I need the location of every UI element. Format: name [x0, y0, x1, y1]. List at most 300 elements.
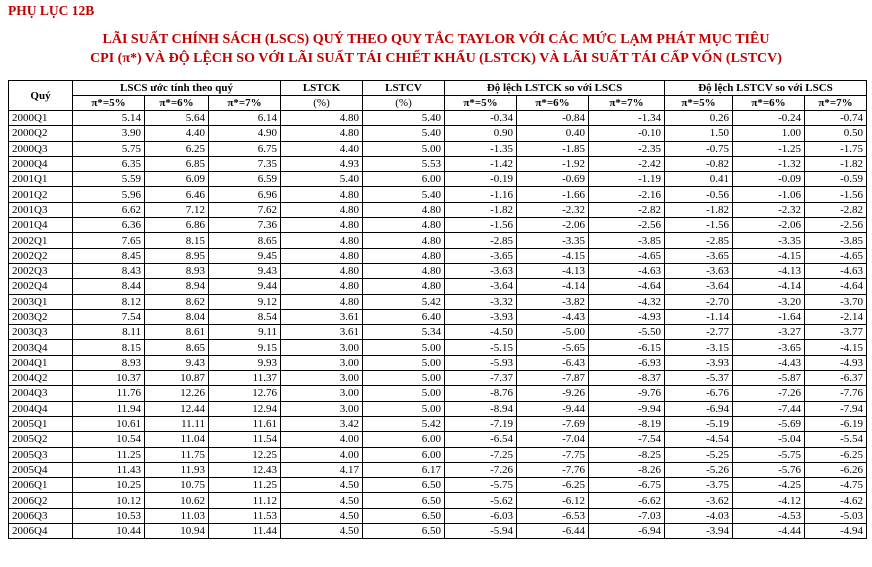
dev-lstck-pi5-cell: -5.75	[445, 478, 517, 493]
dev-lstcv-pi5-cell: -3.94	[665, 524, 733, 539]
lscs-pi7-cell: 11.25	[209, 478, 281, 493]
lscs-pi5-cell: 10.53	[73, 508, 145, 523]
lscs-pi6-cell: 6.09	[145, 172, 209, 187]
dev-lstck-pi5-cell: -8.76	[445, 386, 517, 401]
table-row	[9, 248, 867, 263]
table-row	[9, 325, 867, 340]
lscs-pi5-cell: 6.62	[73, 202, 145, 217]
quarter-cell: 2002Q2	[9, 248, 73, 263]
lstcv-cell: 5.00	[363, 386, 445, 401]
lscs-pi6-cell: 10.87	[145, 371, 209, 386]
lstcv-cell: 6.50	[363, 524, 445, 539]
lscs-pi5-cell: 8.43	[73, 263, 145, 278]
table-title-line-2: CPI (π*) VÀ ĐỘ LỆCH SO VỚI LÃI SUẤT TÁI CHIẾT KHẤU (LSTCK) VÀ LÃI SUẤT TÁI CẤP VỐN (LSTCV)	[90, 51, 782, 66]
lstcv-cell: 5.00	[363, 141, 445, 156]
lscs-pi5-cell: 6.36	[73, 218, 145, 233]
lscs-pi6-cell: 10.75	[145, 478, 209, 493]
lscs-pi6-cell: 8.62	[145, 294, 209, 309]
dev-lstck-pi7-cell: -9.94	[589, 401, 665, 416]
lscs-pi6-cell: 7.12	[145, 202, 209, 217]
dev-lstcv-pi6-cell: -4.43	[733, 355, 805, 370]
table-row	[9, 141, 867, 156]
table-row	[9, 462, 867, 477]
dev-lstck-pi5-cell: -1.56	[445, 218, 517, 233]
dev-lstcv-pi6-cell: -2.06	[733, 218, 805, 233]
dev-lstcv-pi5-cell: -0.56	[665, 187, 733, 202]
lscs-pi7-cell: 11.61	[209, 416, 281, 431]
dev-lstcv-pi6-cell: -3.35	[733, 233, 805, 248]
dev-lstcv-pi6-cell: -4.13	[733, 263, 805, 278]
lscs-pi5-cell: 10.12	[73, 493, 145, 508]
lscs-pi7-cell: 8.54	[209, 309, 281, 324]
lscs-pi7-cell: 11.37	[209, 371, 281, 386]
header-dev-lstck-pi7: π*=7%	[589, 96, 665, 111]
dev-lstcv-pi7-cell: -6.19	[805, 416, 867, 431]
dev-lstcv-pi6-cell: -4.15	[733, 248, 805, 263]
lstck-cell: 4.80	[281, 279, 363, 294]
dev-lstcv-pi7-cell: -4.64	[805, 279, 867, 294]
dev-lstck-pi5-cell: -7.19	[445, 416, 517, 431]
lscs-pi6-cell: 8.15	[145, 233, 209, 248]
lstck-cell: 4.50	[281, 478, 363, 493]
dev-lstck-pi5-cell: -7.25	[445, 447, 517, 462]
lscs-pi6-cell: 10.94	[145, 524, 209, 539]
dev-lstcv-pi7-cell: 0.50	[805, 126, 867, 141]
dev-lstck-pi7-cell: -9.76	[589, 386, 665, 401]
quarter-cell: 2002Q3	[9, 263, 73, 278]
dev-lstck-pi6-cell: -5.65	[517, 340, 589, 355]
dev-lstck-pi5-cell: -1.82	[445, 202, 517, 217]
dev-lstcv-pi6-cell: -4.14	[733, 279, 805, 294]
dev-lstcv-pi6-cell: -4.25	[733, 478, 805, 493]
table-row	[9, 233, 867, 248]
table-row	[9, 202, 867, 217]
lstcv-cell: 5.42	[363, 294, 445, 309]
lstck-cell: 4.17	[281, 462, 363, 477]
quarter-cell: 2004Q3	[9, 386, 73, 401]
dev-lstcv-pi7-cell: -4.62	[805, 493, 867, 508]
lscs-pi6-cell: 8.94	[145, 279, 209, 294]
dev-lstck-pi5-cell: -3.65	[445, 248, 517, 263]
lstcv-cell: 6.50	[363, 478, 445, 493]
lscs-pi7-cell: 9.45	[209, 248, 281, 263]
lstck-cell: 3.61	[281, 325, 363, 340]
dev-lstck-pi5-cell: -1.35	[445, 141, 517, 156]
lscs-pi5-cell: 11.94	[73, 401, 145, 416]
lstck-cell: 3.42	[281, 416, 363, 431]
dev-lstck-pi6-cell: -1.66	[517, 187, 589, 202]
lscs-pi7-cell: 11.12	[209, 493, 281, 508]
dev-lstcv-pi7-cell: -4.75	[805, 478, 867, 493]
quarter-cell: 2002Q1	[9, 233, 73, 248]
lstcv-cell: 6.00	[363, 447, 445, 462]
lstcv-cell: 4.80	[363, 202, 445, 217]
lscs-pi6-cell: 11.03	[145, 508, 209, 523]
dev-lstcv-pi5-cell: -1.82	[665, 202, 733, 217]
header-lscs-group: LSCS ước tính theo quý	[73, 81, 281, 96]
table-row	[9, 156, 867, 171]
lscs-pi5-cell: 10.37	[73, 371, 145, 386]
dev-lstck-pi5-cell: -6.54	[445, 432, 517, 447]
lstck-cell: 3.00	[281, 340, 363, 355]
dev-lstck-pi6-cell: -4.15	[517, 248, 589, 263]
lscs-pi5-cell: 10.61	[73, 416, 145, 431]
lstck-cell: 3.00	[281, 386, 363, 401]
lstcv-cell: 6.00	[363, 172, 445, 187]
table-title-line-1: LÃI SUẤT CHÍNH SÁCH (LSCS) QUÝ THEO QUY TẮC TAYLOR VỚI CÁC MỨC LẠM PHÁT MỤC TIÊU	[102, 32, 770, 47]
dev-lstcv-pi7-cell: -6.25	[805, 447, 867, 462]
lstcv-cell: 4.80	[363, 248, 445, 263]
dev-lstcv-pi7-cell: -0.74	[805, 111, 867, 126]
dev-lstcv-pi6-cell: -4.53	[733, 508, 805, 523]
dev-lstcv-pi5-cell: -4.54	[665, 432, 733, 447]
lscs-pi5-cell: 8.93	[73, 355, 145, 370]
dev-lstcv-pi5-cell: -5.26	[665, 462, 733, 477]
dev-lstck-pi7-cell: -4.63	[589, 263, 665, 278]
lscs-pi7-cell: 9.15	[209, 340, 281, 355]
dev-lstck-pi5-cell: -3.64	[445, 279, 517, 294]
lscs-pi7-cell: 4.90	[209, 126, 281, 141]
lscs-pi5-cell: 10.44	[73, 524, 145, 539]
dev-lstcv-pi5-cell: -2.85	[665, 233, 733, 248]
dev-lstck-pi6-cell: 0.40	[517, 126, 589, 141]
dev-lstck-pi6-cell: -4.43	[517, 309, 589, 324]
table-row	[9, 371, 867, 386]
lscs-pi5-cell: 7.54	[73, 309, 145, 324]
lscs-pi7-cell: 7.35	[209, 156, 281, 171]
quarter-cell: 2003Q4	[9, 340, 73, 355]
dev-lstcv-pi7-cell: -2.82	[805, 202, 867, 217]
taylor-rule-table	[8, 80, 867, 539]
lscs-pi7-cell: 6.14	[209, 111, 281, 126]
dev-lstcv-pi7-cell: -6.37	[805, 371, 867, 386]
lscs-pi7-cell: 7.62	[209, 202, 281, 217]
dev-lstcv-pi6-cell: -1.64	[733, 309, 805, 324]
lstcv-cell: 4.80	[363, 263, 445, 278]
quarter-cell: 2002Q4	[9, 279, 73, 294]
lscs-pi6-cell: 12.44	[145, 401, 209, 416]
dev-lstcv-pi7-cell: -4.63	[805, 263, 867, 278]
lstck-cell: 4.50	[281, 524, 363, 539]
dev-lstcv-pi7-cell: -6.26	[805, 462, 867, 477]
dev-lstcv-pi5-cell: -2.77	[665, 325, 733, 340]
dev-lstck-pi6-cell: -1.85	[517, 141, 589, 156]
table-row	[9, 416, 867, 431]
dev-lstcv-pi7-cell: -5.54	[805, 432, 867, 447]
lscs-pi5-cell: 3.90	[73, 126, 145, 141]
lscs-pi7-cell: 11.54	[209, 432, 281, 447]
dev-lstcv-pi5-cell: -3.62	[665, 493, 733, 508]
dev-lstcv-pi7-cell: -4.94	[805, 524, 867, 539]
lstcv-cell: 6.17	[363, 462, 445, 477]
dev-lstcv-pi6-cell: -4.12	[733, 493, 805, 508]
dev-lstck-pi5-cell: -2.85	[445, 233, 517, 248]
header-dev-lstck-pi5: π*=5%	[445, 96, 517, 111]
dev-lstck-pi7-cell: -6.62	[589, 493, 665, 508]
lstcv-cell: 5.00	[363, 371, 445, 386]
dev-lstcv-pi6-cell: -3.65	[733, 340, 805, 355]
header-lscs-pi7: π*=7%	[209, 96, 281, 111]
lscs-pi7-cell: 9.43	[209, 263, 281, 278]
dev-lstck-pi6-cell: -0.69	[517, 172, 589, 187]
dev-lstck-pi6-cell: -2.06	[517, 218, 589, 233]
dev-lstcv-pi5-cell: -3.15	[665, 340, 733, 355]
lscs-pi5-cell: 10.54	[73, 432, 145, 447]
dev-lstck-pi6-cell: -6.43	[517, 355, 589, 370]
dev-lstcv-pi6-cell: -0.09	[733, 172, 805, 187]
lstck-cell: 4.00	[281, 432, 363, 447]
lstck-cell: 4.40	[281, 141, 363, 156]
lscs-pi7-cell: 6.75	[209, 141, 281, 156]
table-row	[9, 340, 867, 355]
dev-lstcv-pi7-cell: -2.14	[805, 309, 867, 324]
lstcv-cell: 5.00	[363, 401, 445, 416]
lstck-cell: 4.50	[281, 493, 363, 508]
dev-lstcv-pi7-cell: -4.15	[805, 340, 867, 355]
lstcv-cell: 5.34	[363, 325, 445, 340]
dev-lstck-pi6-cell: -6.53	[517, 508, 589, 523]
quarter-cell: 2005Q2	[9, 432, 73, 447]
quarter-cell: 2000Q4	[9, 156, 73, 171]
quarter-cell: 2003Q3	[9, 325, 73, 340]
lscs-pi6-cell: 8.61	[145, 325, 209, 340]
table-row	[9, 111, 867, 126]
lscs-pi6-cell: 4.40	[145, 126, 209, 141]
header-dev-lstcv-group: Độ lệch LSTCV so với LSCS	[665, 81, 867, 96]
dev-lstck-pi6-cell: -7.75	[517, 447, 589, 462]
lscs-pi7-cell: 8.65	[209, 233, 281, 248]
lscs-pi5-cell: 5.96	[73, 187, 145, 202]
dev-lstck-pi5-cell: -0.19	[445, 172, 517, 187]
dev-lstcv-pi5-cell: -5.37	[665, 371, 733, 386]
dev-lstck-pi5-cell: -0.34	[445, 111, 517, 126]
lscs-pi5-cell: 7.65	[73, 233, 145, 248]
quarter-cell: 2001Q4	[9, 218, 73, 233]
dev-lstcv-pi5-cell: -6.76	[665, 386, 733, 401]
dev-lstcv-pi6-cell: -5.69	[733, 416, 805, 431]
lstcv-cell: 4.80	[363, 233, 445, 248]
quarter-cell: 2005Q3	[9, 447, 73, 462]
header-lstck: LSTCK	[281, 81, 363, 96]
lscs-pi7-cell: 11.44	[209, 524, 281, 539]
dev-lstck-pi7-cell: -2.56	[589, 218, 665, 233]
dev-lstck-pi6-cell: -0.84	[517, 111, 589, 126]
dev-lstcv-pi6-cell: -2.32	[733, 202, 805, 217]
lscs-pi5-cell: 6.35	[73, 156, 145, 171]
dev-lstcv-pi6-cell: -1.06	[733, 187, 805, 202]
table-row	[9, 309, 867, 324]
dev-lstck-pi7-cell: -8.25	[589, 447, 665, 462]
table-row	[9, 172, 867, 187]
lstck-cell: 4.80	[281, 248, 363, 263]
lscs-pi5-cell: 8.12	[73, 294, 145, 309]
header-dev-lstck-pi6: π*=6%	[517, 96, 589, 111]
dev-lstck-pi7-cell: -0.10	[589, 126, 665, 141]
dev-lstcv-pi5-cell: 1.50	[665, 126, 733, 141]
dev-lstck-pi5-cell: -3.32	[445, 294, 517, 309]
lstcv-cell: 5.53	[363, 156, 445, 171]
lscs-pi6-cell: 10.62	[145, 493, 209, 508]
lscs-pi7-cell: 12.76	[209, 386, 281, 401]
lscs-pi5-cell: 10.25	[73, 478, 145, 493]
dev-lstck-pi6-cell: -4.13	[517, 263, 589, 278]
quarter-cell: 2004Q1	[9, 355, 73, 370]
dev-lstcv-pi5-cell: -6.94	[665, 401, 733, 416]
dev-lstck-pi7-cell: -6.75	[589, 478, 665, 493]
dev-lstck-pi5-cell: -5.94	[445, 524, 517, 539]
dev-lstck-pi6-cell: -9.26	[517, 386, 589, 401]
dev-lstcv-pi5-cell: -0.82	[665, 156, 733, 171]
dev-lstck-pi6-cell: -3.35	[517, 233, 589, 248]
dev-lstck-pi7-cell: -7.03	[589, 508, 665, 523]
table-row	[9, 279, 867, 294]
dev-lstcv-pi6-cell: -3.20	[733, 294, 805, 309]
dev-lstcv-pi7-cell: -1.82	[805, 156, 867, 171]
dev-lstck-pi5-cell: -7.37	[445, 371, 517, 386]
lscs-pi7-cell: 9.12	[209, 294, 281, 309]
dev-lstcv-pi5-cell: -5.19	[665, 416, 733, 431]
dev-lstck-pi6-cell: -6.25	[517, 478, 589, 493]
table-row	[9, 263, 867, 278]
dev-lstcv-pi6-cell: -1.32	[733, 156, 805, 171]
header-dev-lstcv-pi5: π*=5%	[665, 96, 733, 111]
header-quarter: Quý	[9, 81, 73, 111]
header-lstcv: LSTCV	[363, 81, 445, 96]
dev-lstck-pi6-cell: -4.14	[517, 279, 589, 294]
dev-lstck-pi7-cell: -4.65	[589, 248, 665, 263]
table-row	[9, 447, 867, 462]
lstck-cell: 4.80	[281, 218, 363, 233]
lstcv-cell: 4.80	[363, 218, 445, 233]
lscs-pi6-cell: 8.04	[145, 309, 209, 324]
dev-lstcv-pi7-cell: -7.94	[805, 401, 867, 416]
quarter-cell: 2000Q1	[9, 111, 73, 126]
lstcv-cell: 5.00	[363, 340, 445, 355]
dev-lstcv-pi6-cell: -1.25	[733, 141, 805, 156]
lscs-pi6-cell: 6.46	[145, 187, 209, 202]
lscs-pi6-cell: 9.43	[145, 355, 209, 370]
dev-lstck-pi6-cell: -5.00	[517, 325, 589, 340]
dev-lstck-pi7-cell: -2.82	[589, 202, 665, 217]
lstcv-cell: 6.50	[363, 493, 445, 508]
dev-lstcv-pi5-cell: -3.75	[665, 478, 733, 493]
lstcv-cell: 6.40	[363, 309, 445, 324]
lscs-pi5-cell: 11.25	[73, 447, 145, 462]
dev-lstcv-pi7-cell: -3.85	[805, 233, 867, 248]
quarter-cell: 2001Q2	[9, 187, 73, 202]
dev-lstck-pi5-cell: -1.42	[445, 156, 517, 171]
dev-lstck-pi7-cell: -6.94	[589, 524, 665, 539]
dev-lstcv-pi5-cell: -3.64	[665, 279, 733, 294]
dev-lstcv-pi6-cell: -5.76	[733, 462, 805, 477]
quarter-cell: 2006Q3	[9, 508, 73, 523]
appendix-label: PHỤ LỤC 12B	[8, 3, 95, 18]
dev-lstcv-pi5-cell: -0.75	[665, 141, 733, 156]
dev-lstcv-pi5-cell: -1.56	[665, 218, 733, 233]
dev-lstcv-pi5-cell: -5.25	[665, 447, 733, 462]
lstck-cell: 4.80	[281, 126, 363, 141]
header-dev-lstcv-pi6: π*=6%	[733, 96, 805, 111]
lscs-pi7-cell: 11.53	[209, 508, 281, 523]
dev-lstcv-pi7-cell: -0.59	[805, 172, 867, 187]
header-lstcv-unit: (%)	[363, 96, 445, 111]
lscs-pi5-cell: 8.15	[73, 340, 145, 355]
dev-lstcv-pi5-cell: 0.41	[665, 172, 733, 187]
lstck-cell: 4.80	[281, 111, 363, 126]
table-row	[9, 524, 867, 539]
dev-lstcv-pi5-cell: -3.65	[665, 248, 733, 263]
dev-lstcv-pi5-cell: -3.63	[665, 263, 733, 278]
lstck-cell: 4.80	[281, 202, 363, 217]
table-row	[9, 355, 867, 370]
quarter-cell: 2003Q1	[9, 294, 73, 309]
lstcv-cell: 5.40	[363, 111, 445, 126]
dev-lstck-pi6-cell: -7.87	[517, 371, 589, 386]
dev-lstcv-pi7-cell: -4.93	[805, 355, 867, 370]
lscs-pi5-cell: 8.45	[73, 248, 145, 263]
quarter-cell: 2000Q2	[9, 126, 73, 141]
lstcv-cell: 5.00	[363, 355, 445, 370]
lscs-pi6-cell: 6.86	[145, 218, 209, 233]
table-row	[9, 294, 867, 309]
lscs-pi6-cell: 11.93	[145, 462, 209, 477]
table-row	[9, 218, 867, 233]
dev-lstcv-pi5-cell: -1.14	[665, 309, 733, 324]
lscs-pi6-cell: 8.95	[145, 248, 209, 263]
table-row	[9, 508, 867, 523]
quarter-cell: 2000Q3	[9, 141, 73, 156]
lscs-pi5-cell: 8.11	[73, 325, 145, 340]
dev-lstck-pi7-cell: -8.19	[589, 416, 665, 431]
dev-lstck-pi5-cell: -8.94	[445, 401, 517, 416]
dev-lstck-pi5-cell: -3.63	[445, 263, 517, 278]
lstck-cell: 4.80	[281, 233, 363, 248]
quarter-cell: 2004Q4	[9, 401, 73, 416]
lscs-pi7-cell: 12.94	[209, 401, 281, 416]
quarter-cell: 2005Q1	[9, 416, 73, 431]
dev-lstck-pi7-cell: -6.93	[589, 355, 665, 370]
header-lscs-pi5: π*=5%	[73, 96, 145, 111]
dev-lstcv-pi6-cell: 1.00	[733, 126, 805, 141]
dev-lstck-pi5-cell: -7.26	[445, 462, 517, 477]
lstcv-cell: 5.42	[363, 416, 445, 431]
dev-lstck-pi5-cell: -5.93	[445, 355, 517, 370]
lscs-pi6-cell: 11.11	[145, 416, 209, 431]
lscs-pi5-cell: 5.14	[73, 111, 145, 126]
header-dev-lstck-group: Độ lệch LSTCK so với LSCS	[445, 81, 665, 96]
lscs-pi5-cell: 11.76	[73, 386, 145, 401]
dev-lstck-pi7-cell: -5.50	[589, 325, 665, 340]
lstck-cell: 3.00	[281, 371, 363, 386]
dev-lstcv-pi5-cell: -3.93	[665, 355, 733, 370]
dev-lstcv-pi6-cell: -0.24	[733, 111, 805, 126]
quarter-cell: 2005Q4	[9, 462, 73, 477]
lscs-pi7-cell: 6.59	[209, 172, 281, 187]
dev-lstck-pi6-cell: -3.82	[517, 294, 589, 309]
lstck-cell: 5.40	[281, 172, 363, 187]
dev-lstck-pi5-cell: -3.93	[445, 309, 517, 324]
header-lstck-unit: (%)	[281, 96, 363, 111]
dev-lstcv-pi6-cell: -7.44	[733, 401, 805, 416]
dev-lstck-pi7-cell: -8.37	[589, 371, 665, 386]
dev-lstcv-pi7-cell: -3.77	[805, 325, 867, 340]
dev-lstck-pi6-cell: -9.44	[517, 401, 589, 416]
dev-lstck-pi7-cell: -1.34	[589, 111, 665, 126]
dev-lstck-pi5-cell: -1.16	[445, 187, 517, 202]
lscs-pi7-cell: 6.96	[209, 187, 281, 202]
dev-lstck-pi7-cell: -4.93	[589, 309, 665, 324]
dev-lstck-pi7-cell: -8.26	[589, 462, 665, 477]
